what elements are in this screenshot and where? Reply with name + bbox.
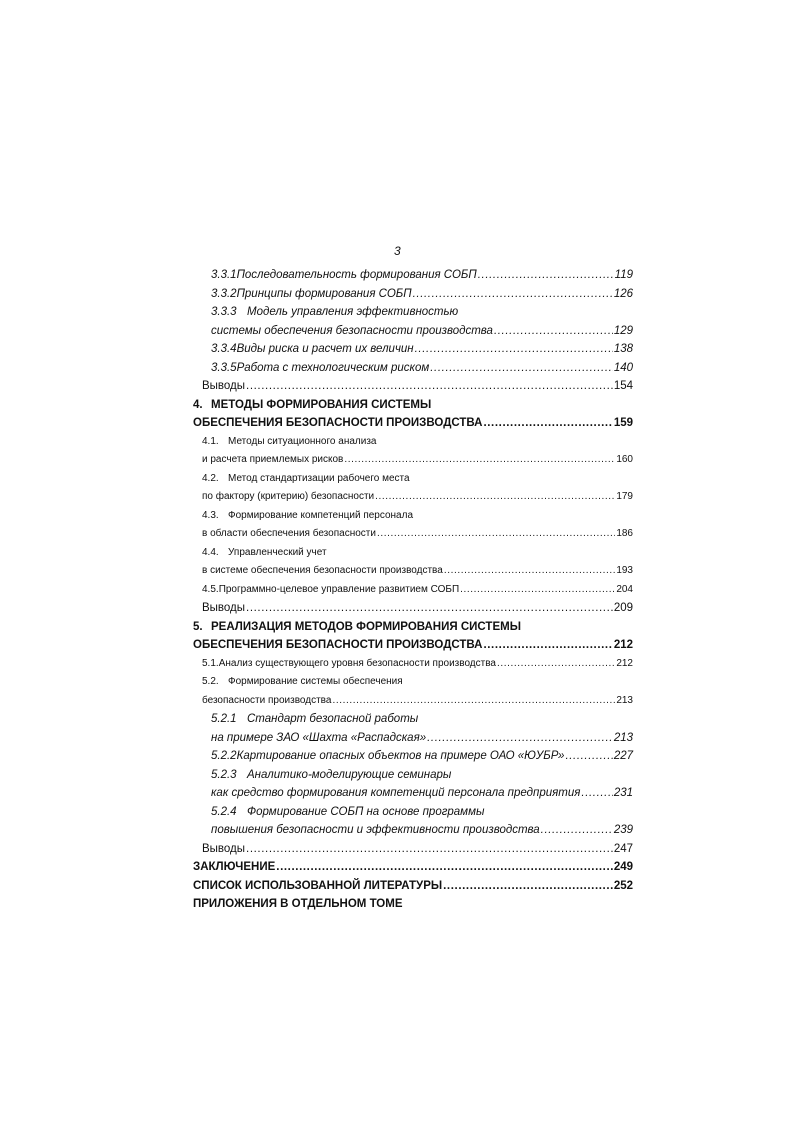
toc-entry [193, 488, 633, 507]
toc-page-number: 140 [613, 361, 633, 374]
toc-entry [193, 377, 633, 396]
toc-entry [193, 303, 633, 322]
toc-page-number: 213 [613, 731, 633, 744]
toc-page-number: 213 [616, 694, 633, 706]
toc-entry [193, 784, 633, 803]
toc-entry [193, 266, 633, 285]
dot-leader [377, 525, 615, 544]
dot-leader [460, 581, 615, 600]
dot-leader [413, 285, 613, 304]
toc-entry-text: по фактору (критерию) безопасности [202, 491, 375, 502]
dot-leader [246, 377, 613, 396]
toc-entry [193, 821, 633, 840]
toc-page-number: 119 [614, 269, 633, 281]
toc-entry-number: 4.1. [202, 435, 219, 447]
toc-page-number: 231 [613, 787, 633, 799]
toc-page-number: 247 [613, 842, 633, 855]
toc-entry-text: безопасности производства [202, 694, 332, 706]
toc-entry-text: Метод стандартизации рабочего места [228, 472, 410, 484]
toc-entry [193, 895, 633, 914]
dot-leader [332, 692, 615, 711]
toc-page-number: 179 [616, 491, 633, 502]
toc-page-number: 252 [613, 879, 633, 892]
toc-entry-number: 5.2.3 [211, 768, 237, 781]
dot-leader [415, 340, 613, 359]
toc-entry-number: 4.3. [202, 509, 219, 521]
dot-leader [497, 655, 615, 674]
toc-entry-text: Формирование компетенций персонала [228, 509, 414, 521]
toc-entry [193, 359, 633, 378]
toc-entry-text: и расчета приемлемых рисков [202, 454, 344, 465]
toc-entry-number: 3.3.2 [211, 287, 237, 300]
toc-entry [193, 729, 633, 748]
toc-entry-number: 4. [193, 398, 203, 411]
toc-entry [193, 840, 633, 859]
toc-entry [193, 470, 633, 489]
toc-entry-text: повышения безопасности и эффективности производства [211, 824, 540, 836]
toc-entry [193, 858, 633, 877]
dot-leader [581, 784, 612, 803]
toc-page-number: 212 [613, 639, 633, 651]
toc-entry [193, 636, 633, 655]
dot-leader [483, 636, 612, 655]
toc-entry [193, 618, 633, 637]
toc-entry-number: 3.3.3 [211, 306, 237, 318]
toc-entry-text: МЕТОДЫ ФОРМИРОВАНИЯ СИСТЕМЫ [211, 398, 432, 411]
toc-entry [193, 766, 633, 785]
toc-entry-text: Работа с технологическим риском [236, 361, 430, 374]
toc-page-number: 159 [613, 417, 633, 429]
toc-entry-text: системы обеспечения безопасности производства [211, 324, 493, 337]
toc-entry-text: СПИСОК ИСПОЛЬЗОВАННОЙ ЛИТЕРАТУРЫ [193, 879, 443, 892]
toc-entry [193, 655, 633, 674]
toc-entry [193, 396, 633, 415]
dot-leader [483, 414, 612, 433]
toc-entry [193, 803, 633, 822]
toc-entry-number: 5.2.1 [211, 713, 237, 725]
toc-page-number: 160 [616, 454, 633, 465]
dot-leader [565, 747, 612, 766]
toc-page-number: 138 [613, 343, 633, 355]
toc-entry-text: Анализ существующего уровня безопасности производства [218, 657, 496, 669]
toc-entry-text: Выводы [202, 602, 246, 614]
toc-entry-number: 3.3.5 [211, 361, 237, 374]
dot-leader [246, 840, 613, 859]
toc-entry-text: Картирование опасных объектов на примере ОАО «ЮУБР» [236, 750, 565, 762]
toc-entry [193, 673, 633, 692]
dot-leader [430, 359, 613, 378]
toc-page-number: 126 [613, 287, 633, 300]
toc-entry [193, 544, 633, 563]
dot-leader [427, 729, 613, 748]
toc-entry-text: Виды риска и расчет их величин [236, 343, 414, 355]
toc-entry [193, 340, 633, 359]
toc-entry-number: 4.5. [202, 583, 219, 595]
toc-entry [193, 599, 633, 618]
toc-entry [193, 747, 633, 766]
toc-entry [193, 414, 633, 433]
toc-entry-number: 5. [193, 620, 203, 633]
toc-entry-text: как средство формирования компетенций персонала предприятия [211, 787, 581, 799]
toc-page-number: 212 [616, 657, 633, 669]
toc-entry-text: Выводы [202, 842, 246, 855]
dot-leader [444, 562, 616, 581]
toc-entry [193, 877, 633, 896]
toc-entry-text: Управленческий учет [228, 546, 327, 558]
toc-entry-number: 3.3.1 [211, 269, 237, 281]
toc-entry-text: Принципы формирования СОБП [236, 287, 412, 300]
toc-entry-text: Последовательность формирования СОБП [236, 269, 477, 281]
toc-entry-text: ПРИЛОЖЕНИЯ В ОТДЕЛЬНОМ ТОМЕ [193, 898, 403, 910]
toc-page-number: 129 [613, 324, 633, 337]
toc-entry-text: РЕАЛИЗАЦИЯ МЕТОДОВ ФОРМИРОВАНИЯ СИСТЕМЫ [211, 620, 521, 633]
toc-page-number: 227 [613, 750, 633, 762]
toc-entry [193, 710, 633, 729]
toc-entry-text: ОБЕСПЕЧЕНИЯ БЕЗОПАСНОСТИ ПРОИЗВОДСТВА [193, 417, 483, 429]
toc-entry-text: в системе обеспечения безопасности производства [202, 565, 443, 576]
toc-page-number: 239 [613, 824, 633, 836]
toc-entry-text: Аналитико-моделирующие семинары [247, 768, 452, 781]
toc-entry-number: 5.1. [202, 657, 219, 669]
toc-entry-text: Стандарт безопасной работы [247, 713, 419, 725]
dot-leader [494, 322, 613, 341]
toc-entry-number: 5.2.4 [211, 805, 237, 818]
dot-leader [344, 451, 615, 470]
toc-entry [193, 433, 633, 452]
dot-leader [246, 599, 613, 618]
toc-page-number: 204 [616, 583, 633, 595]
toc-page-number: 154 [613, 380, 633, 392]
toc-entry-number: 4.4. [202, 546, 219, 558]
toc-page-number: 193 [616, 565, 633, 576]
toc-entry-text: Выводы [202, 380, 246, 392]
toc-entry [193, 581, 633, 600]
toc-entry [193, 692, 633, 711]
toc-entry-text: Программно-целевое управление развитием СОБП [218, 583, 460, 595]
dot-leader [443, 877, 613, 896]
toc-entry [193, 322, 633, 341]
dot-leader [375, 488, 615, 507]
toc-entry-text: ОБЕСПЕЧЕНИЯ БЕЗОПАСНОСТИ ПРОИЗВОДСТВА [193, 639, 483, 651]
dot-leader [276, 858, 613, 877]
toc-page-number: 186 [616, 528, 633, 539]
toc-entry-text: Методы ситуационного анализа [228, 435, 377, 447]
toc-entry-text: ЗАКЛЮЧЕНИЕ [193, 861, 276, 873]
dot-leader [541, 821, 613, 840]
toc-entry [193, 507, 633, 526]
toc-entry-text: на примере ЗАО «Шахта «Распадская» [211, 731, 427, 744]
toc-entry-text: Модель управления эффективностью [247, 306, 459, 318]
toc-entry-number: 4.2. [202, 472, 219, 484]
toc-entry [193, 285, 633, 304]
toc-page-number: 249 [613, 861, 633, 873]
dot-leader [478, 266, 614, 285]
toc-entry-number: 3.3.4 [211, 343, 237, 355]
table-of-contents [193, 266, 633, 914]
toc-entry [193, 451, 633, 470]
toc-entry-text: Формирование СОБП на основе программы [247, 805, 485, 818]
page-number: 3 [394, 244, 401, 258]
toc-entry-text: в области обеспечения безопасности [202, 528, 376, 539]
toc-entry [193, 525, 633, 544]
toc-page-number: 209 [613, 602, 633, 614]
toc-entry-text: Формирование системы обеспечения [228, 676, 403, 687]
toc-entry [193, 562, 633, 581]
toc-entry-number: 5.2.2 [211, 750, 237, 762]
toc-entry-number: 5.2. [202, 676, 219, 687]
